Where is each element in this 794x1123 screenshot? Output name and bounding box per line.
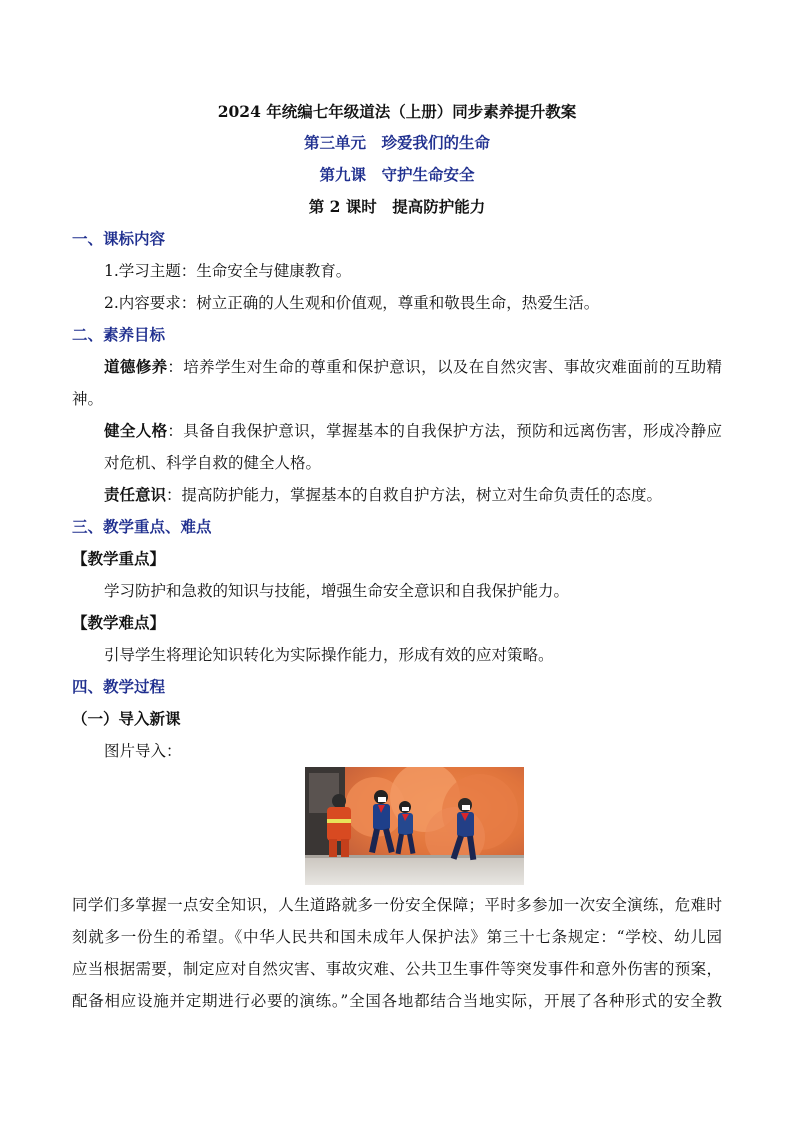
goal-personality-text: ：具备自我保护意识，掌握基本的自我保护方法，预防和远离伤害，形成冷静应 bbox=[167, 422, 722, 440]
section-heading-curriculum: 一、课标内容 bbox=[72, 229, 166, 248]
section-heading-goals: 二、素养目标 bbox=[72, 325, 166, 344]
doc-title: 2024 年统编七年级道法（上册）同步素养提升教案 bbox=[217, 102, 577, 121]
fire-drill-photo-illustration bbox=[305, 767, 524, 885]
difficulty-label: 【教学难点】 bbox=[72, 613, 166, 632]
paragraph-line-1: 同学们多掌握一点安全知识，人生道路就多一份安全保障；平时多参加一次安全演练，危难时 bbox=[72, 896, 722, 914]
goal-moral-text: ：培养学生对生命的尊重和保护意识，以及在自然灾害、事故灾难面前的互助精 bbox=[167, 358, 722, 376]
goal-responsibility-label: 责任意识 bbox=[104, 485, 167, 504]
section-heading-keypoints: 三、教学重点、难点 bbox=[72, 517, 212, 536]
paragraph-line-2: 刻就多一份生的希望。《中华人民共和国未成年人保护法》第三十七条规定：“学校、幼儿园 bbox=[72, 928, 722, 946]
period-title: 第 2 课时 提高防护能力 bbox=[308, 197, 486, 216]
difficulty-text: 引导学生将理论知识转化为实际操作能力，形成有效的应对策略。 bbox=[104, 646, 554, 664]
paragraph-line-3: 应当根据需要，制定应对自然灾害、事故灾难、公共卫生事件等突发事件和意外伤害的预案， bbox=[72, 960, 722, 978]
section-heading-process: 四、教学过程 bbox=[72, 677, 166, 696]
goal-moral-line-1 bbox=[104, 357, 722, 377]
curriculum-item-1: 1.学习主题：生命安全与健康教育。 bbox=[104, 262, 352, 280]
key-point-label: 【教学重点】 bbox=[72, 549, 166, 568]
goal-moral-line-2: 神。 bbox=[72, 390, 104, 408]
paragraph-line-4: 配备相应设施并定期进行必要的演练。”全国各地都结合当地实际，开展了各种形式的安全教 bbox=[72, 992, 722, 1010]
unit-title: 第三单元 珍爱我们的生命 bbox=[303, 133, 490, 152]
fire-drill-photo bbox=[305, 767, 524, 885]
goal-moral-label: 道德修养 bbox=[104, 357, 168, 376]
intro-method-text: 图片导入： bbox=[104, 742, 182, 760]
goal-responsibility-line bbox=[104, 485, 662, 505]
goal-personality-label: 健全人格 bbox=[104, 421, 168, 440]
key-point-text: 学习防护和急救的知识与技能，增强生命安全意识和自我保护能力。 bbox=[104, 582, 570, 600]
goal-responsibility-text: ：提高防护能力，掌握基本的自救自护方法，树立对生命负责任的态度。 bbox=[166, 486, 663, 504]
curriculum-item-2: 2.内容要求：树立正确的人生观和价值观，尊重和敬畏生命，热爱生活。 bbox=[104, 294, 600, 312]
subsection-intro-heading: （一）导入新课 bbox=[72, 709, 181, 728]
goal-personality-line-1 bbox=[104, 421, 722, 441]
lesson-title: 第九课 守护生命安全 bbox=[319, 165, 475, 184]
goal-personality-line-2: 对危机、科学自救的健全人格。 bbox=[104, 454, 322, 472]
